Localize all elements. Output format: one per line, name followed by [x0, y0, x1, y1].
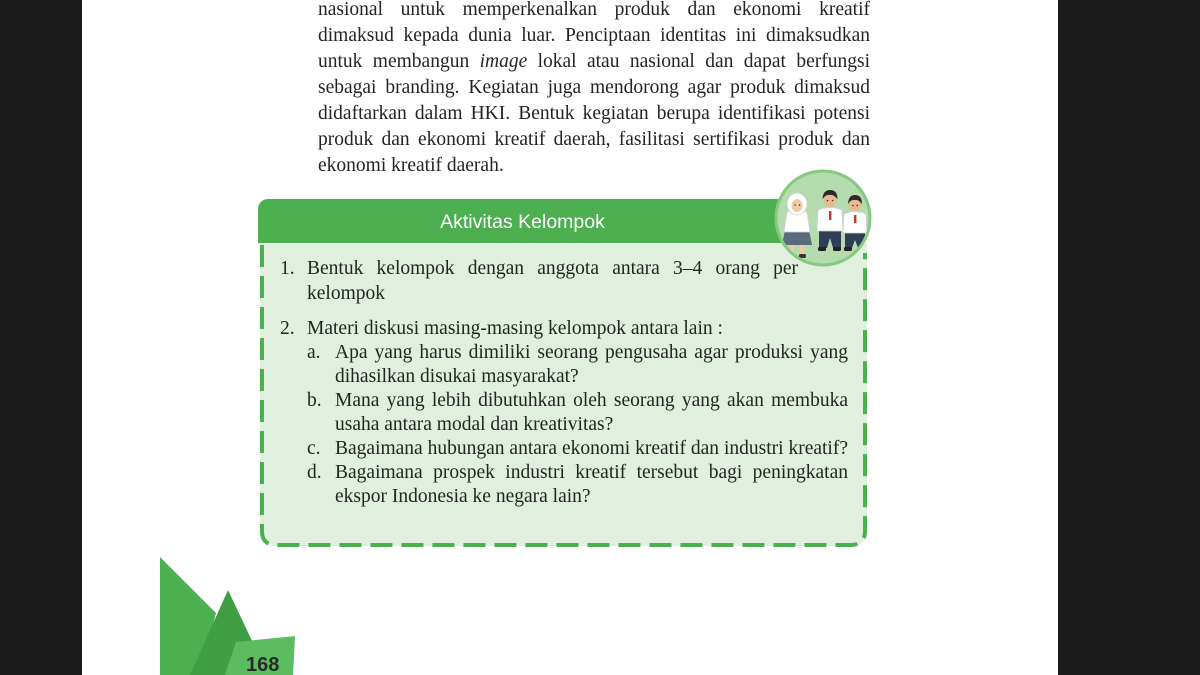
intro-text: lokal atau nasional dan dapat berfungsi	[527, 51, 870, 72]
intro-line: produk dan ekonomi kreatif daerah, fasilitasi sertifikasi produk dan	[318, 129, 870, 150]
corner-leaf-decoration	[150, 545, 310, 675]
item-text	[307, 256, 848, 306]
intro-line: didaftarkan dalam HKI. Bentuk kegiatan berupa identifikasi potensi	[318, 103, 870, 124]
discussion-subitem	[307, 389, 848, 437]
item-number: 2.	[280, 318, 295, 339]
subitem-line: usaha antara modal dan kreativitas?	[335, 414, 614, 435]
subitem-line: Bagaimana prospek industri kreatif tersebut bagi peningkatan	[335, 462, 848, 483]
item-line: kelompok	[307, 283, 385, 304]
page-number: 168	[246, 654, 280, 675]
item-line: Bentuk kelompok dengan anggota antara 3–4 orang per	[307, 258, 798, 279]
subitem-letter: a.	[307, 342, 321, 363]
activity-header	[258, 199, 862, 243]
activity-item	[280, 256, 848, 306]
subitem-line: ekspor Indonesia ke negara lain?	[335, 486, 591, 507]
intro-line: ekonomi kreatif daerah.	[318, 155, 504, 176]
intro-text: untuk membangun	[318, 51, 480, 72]
subitem-letter: b.	[307, 390, 322, 411]
intro-line	[318, 49, 870, 75]
subitem-text	[335, 389, 848, 437]
subitem-text	[335, 341, 848, 389]
subitem-text	[335, 437, 848, 461]
activity-item	[280, 316, 848, 509]
activity-list	[280, 256, 848, 509]
subitem-line: Apa yang harus dimiliki seorang pengusaha agar produksi yang	[335, 342, 848, 363]
students-group-illustration	[773, 168, 873, 268]
intro-line: nasional untuk memperkenalkan produk dan ekonomi kreatif	[318, 0, 870, 20]
activity-title: Aktivitas Kelompok	[440, 211, 605, 233]
discussion-subitem	[307, 437, 848, 461]
discussion-subitem	[307, 461, 848, 509]
intro-paragraph	[318, 0, 870, 179]
subitem-line: dihasilkan disukai masyarakat?	[335, 366, 579, 387]
document-page	[82, 0, 1058, 675]
subitem-line: Bagaimana hubungan antara ekonomi kreatif dan industri kreatif?	[335, 438, 848, 459]
subitem-line: Mana yang lebih dibutuhkan oleh seorang yang akan membuka	[335, 390, 848, 411]
subitem-text	[335, 461, 848, 509]
intro-line: dimaksud kepada dunia luar. Penciptaan identitas ini dimaksudkan	[318, 25, 870, 46]
discussion-subitem	[307, 341, 848, 389]
intro-line: sebagai branding. Kegiatan juga mendorong agar produk dimaksud	[318, 77, 870, 98]
subitem-letter: d.	[307, 462, 322, 483]
emphasized-term: image	[479, 51, 528, 72]
item-text	[307, 316, 848, 509]
subitem-letter: c.	[307, 438, 321, 459]
item-line: Materi diskusi masing-masing kelompok antara lain :	[307, 318, 723, 339]
item-number: 1.	[280, 258, 295, 279]
